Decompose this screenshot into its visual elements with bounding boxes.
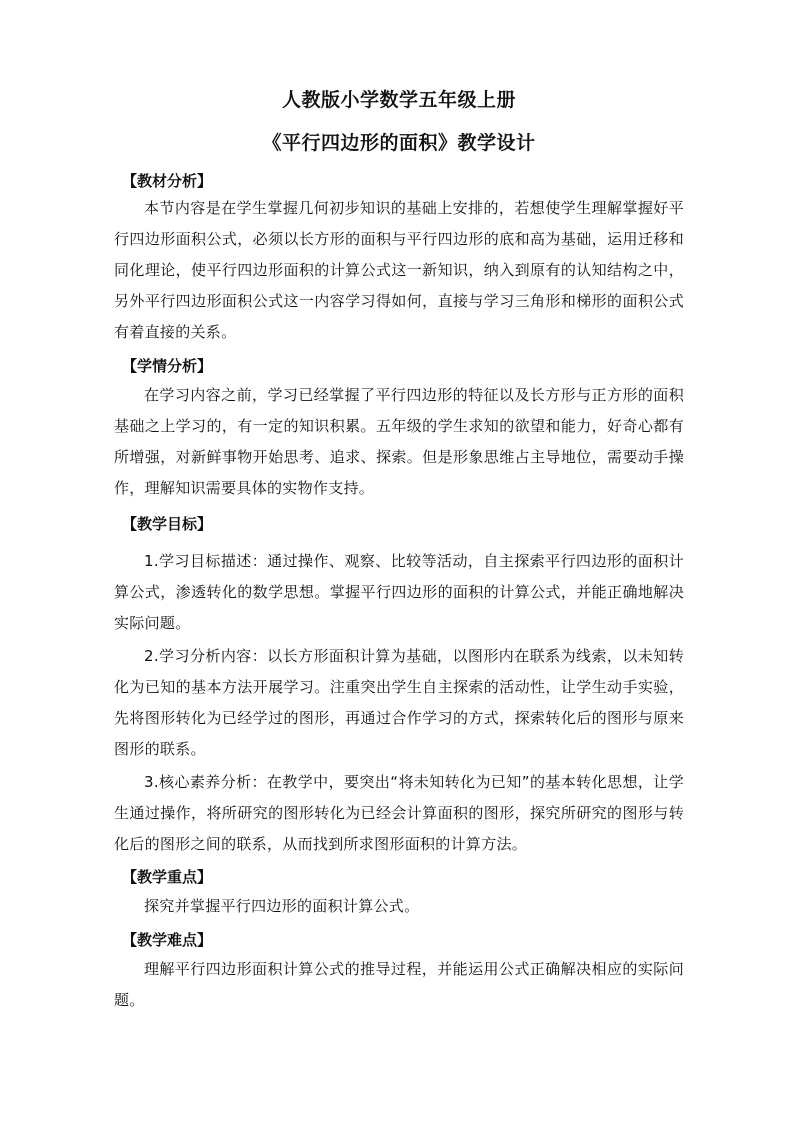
goal-item: 3.核心素养分析：在教学中，要突出“将未知转化为已知”的基本转化思想，让学生通过操作，将所研究的图形转化为已经会计算面积的图形，探究所研究的图形与转化后的图形之间的联系，从而找到所求图形面积的计算方法。 — [114, 773, 684, 853]
section-heading: 【教学目标】 — [122, 515, 213, 533]
section-teaching-goals — [114, 514, 684, 860]
document-title: 人教版小学数学五年级上册 — [281, 89, 516, 111]
section-heading: 【学情分析】 — [122, 357, 213, 375]
document-subtitle: 《平行四边形的面积》教学设计 — [262, 132, 536, 154]
document-page — [114, 88, 684, 1016]
section-paragraph: 理解平行四边形面积计算公式的推导过程，并能运用公式正确解决相应的实际问题。 — [114, 960, 684, 1009]
section-heading: 【教学难点】 — [122, 931, 213, 949]
goal-item: 1.学习目标描述：通过操作、观察、比较等活动，自主探索平行四边形的面积计算公式，渗透转化的数学思想。掌握平行四边形的面积的计算公式，并能正确地解决实际问题。 — [114, 552, 684, 632]
section-paragraph: 本节内容是在学生掌握几何初步知识的基础上安排的，若想使学生理解掌握好平行四边形面积公式，必须以长方形的面积与平行四边形的底和高为基础，运用迁移和同化理论，使平行四边形面积的计算公式这一新知识，纳入到原有的认知结构之中，另外平行四边形面积公式这一内容学习得如何，直接与学习三角形和梯形的面积公式有着直接的关系。 — [114, 199, 684, 341]
section-material-analysis — [114, 171, 684, 348]
section-heading: 【教材分析】 — [122, 172, 213, 190]
section-difficulties — [114, 930, 684, 1016]
goal-item: 2.学习分析内容：以长方形面积计算为基础，以图形内在联系为线索，以未知转化为已知的基本方法开展学习。注重突出学生自主探索的活动性，让学生动手实验，先将图形转化为已经学过的图形，再通过合作学习的方式，探索转化后的图形与原来图形的联系。 — [114, 647, 684, 758]
section-key-points — [114, 867, 684, 922]
section-student-analysis — [114, 356, 684, 504]
section-paragraph: 在学习内容之前，学习已经掌握了平行四边形的特征以及长方形与正方形的面积基础之上学习的，有一定的知识积累。五年级的学生求知的欲望和能力，好奇心都有所增强，对新鲜事物开始思考、追求、探索。但是形象思维占主导地位，需要动手操作，理解知识需要具体的实物作支持。 — [114, 386, 684, 497]
section-paragraph: 探究并掌握平行四边形的面积计算公式。 — [144, 897, 420, 915]
section-heading: 【教学重点】 — [122, 868, 213, 886]
